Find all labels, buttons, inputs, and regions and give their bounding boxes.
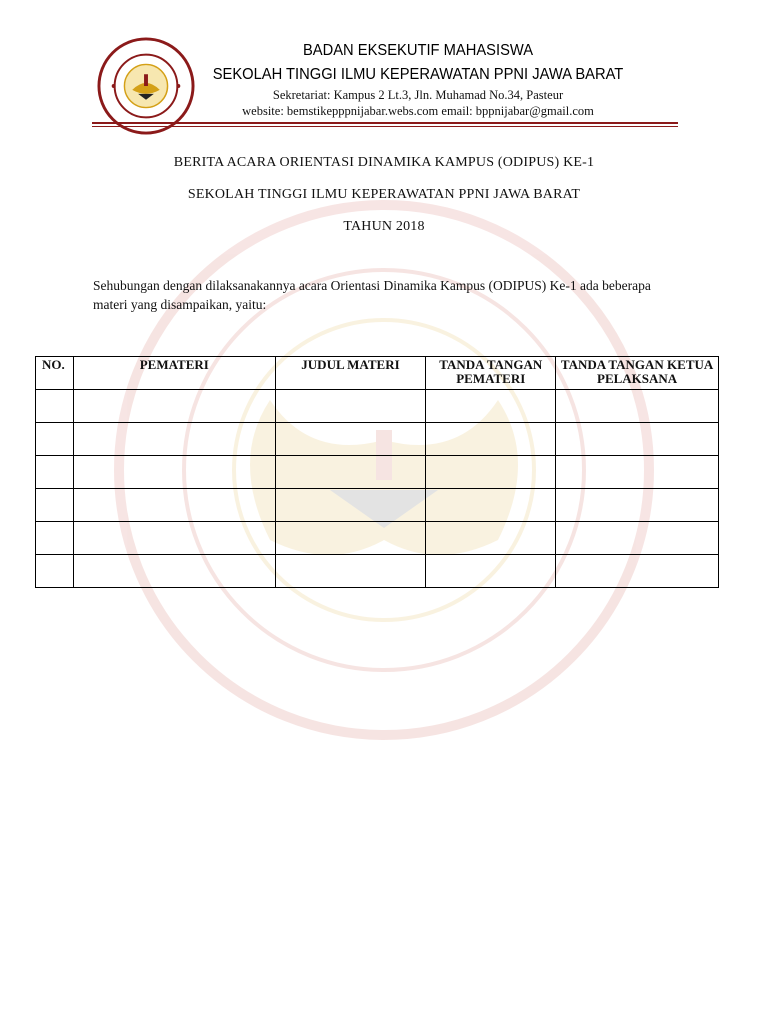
table-row xyxy=(36,390,719,423)
org-name: BADAN EKSEKUTIF MAHASISWA xyxy=(302,42,534,59)
school-name: SEKOLAH TINGGI ILMU KEPERAWATAN PPNI JAWA BARAT xyxy=(212,66,624,83)
table-cell[interactable] xyxy=(426,423,556,456)
table-row xyxy=(36,423,719,456)
table-header-row xyxy=(36,357,719,390)
table-cell[interactable] xyxy=(73,489,275,522)
table-cell[interactable] xyxy=(73,555,275,588)
document-subtitle: SEKOLAH TINGGI ILMU KEPERAWATAN PPNI JAWA BARAT xyxy=(187,187,581,202)
header-divider-thin xyxy=(92,126,678,127)
table-cell[interactable] xyxy=(73,522,275,555)
contact-info: website: bemstikepppnijabar.webs.com email: bppnijabar@gmail.com xyxy=(242,104,594,118)
table-body xyxy=(36,390,719,588)
table-cell[interactable] xyxy=(426,522,556,555)
table-cell[interactable] xyxy=(426,489,556,522)
table-cell[interactable] xyxy=(556,489,719,522)
table-cell[interactable] xyxy=(426,555,556,588)
table-cell[interactable] xyxy=(36,390,74,423)
table-cell[interactable] xyxy=(275,423,426,456)
table-cell[interactable] xyxy=(275,555,426,588)
col-header-pemateri: PEMATERI xyxy=(73,357,275,390)
document-title: BERITA ACARA ORIENTASI DINAMIKA KAMPUS (ODIPUS) KE-1 xyxy=(173,155,595,170)
col-header-no: NO. xyxy=(36,357,74,390)
table-row xyxy=(36,456,719,489)
table-row xyxy=(36,489,719,522)
table-cell[interactable] xyxy=(73,423,275,456)
col-header-ttd-pemateri: TANDA TANGAN PEMATERI xyxy=(426,357,556,390)
table-cell[interactable] xyxy=(36,456,74,489)
table-cell[interactable] xyxy=(275,390,426,423)
table-cell[interactable] xyxy=(426,456,556,489)
table-cell[interactable] xyxy=(275,522,426,555)
header-divider xyxy=(92,122,678,124)
col-header-ttd-ketua: TANDA TANGAN KETUA PELAKSANA xyxy=(556,357,719,390)
materials-table xyxy=(35,356,719,588)
table-cell[interactable] xyxy=(556,522,719,555)
table-cell[interactable] xyxy=(556,390,719,423)
table-cell[interactable] xyxy=(556,423,719,456)
table-cell[interactable] xyxy=(556,555,719,588)
table-cell[interactable] xyxy=(36,489,74,522)
table-cell[interactable] xyxy=(36,555,74,588)
table-cell[interactable] xyxy=(426,390,556,423)
intro-paragraph: Sehubungan dengan dilaksanakannya acara Orientasi Dinamika Kampus (ODIPUS) Ke-1 ada beberapa materi yang disampaikan, yaitu: xyxy=(93,278,651,312)
table-cell[interactable] xyxy=(73,390,275,423)
table-row xyxy=(36,522,719,555)
table-cell[interactable] xyxy=(36,522,74,555)
col-header-judul-materi: JUDUL MATERI xyxy=(275,357,426,390)
table-cell[interactable] xyxy=(275,456,426,489)
table-cell[interactable] xyxy=(73,456,275,489)
table-cell[interactable] xyxy=(275,489,426,522)
secretariat-address: Sekretariat: Kampus 2 Lt.3, Jln. Muhamad No.34, Pasteur xyxy=(272,88,564,102)
table-row xyxy=(36,555,719,588)
table-cell[interactable] xyxy=(556,456,719,489)
table-cell[interactable] xyxy=(36,423,74,456)
document-year: TAHUN 2018 xyxy=(343,219,425,234)
